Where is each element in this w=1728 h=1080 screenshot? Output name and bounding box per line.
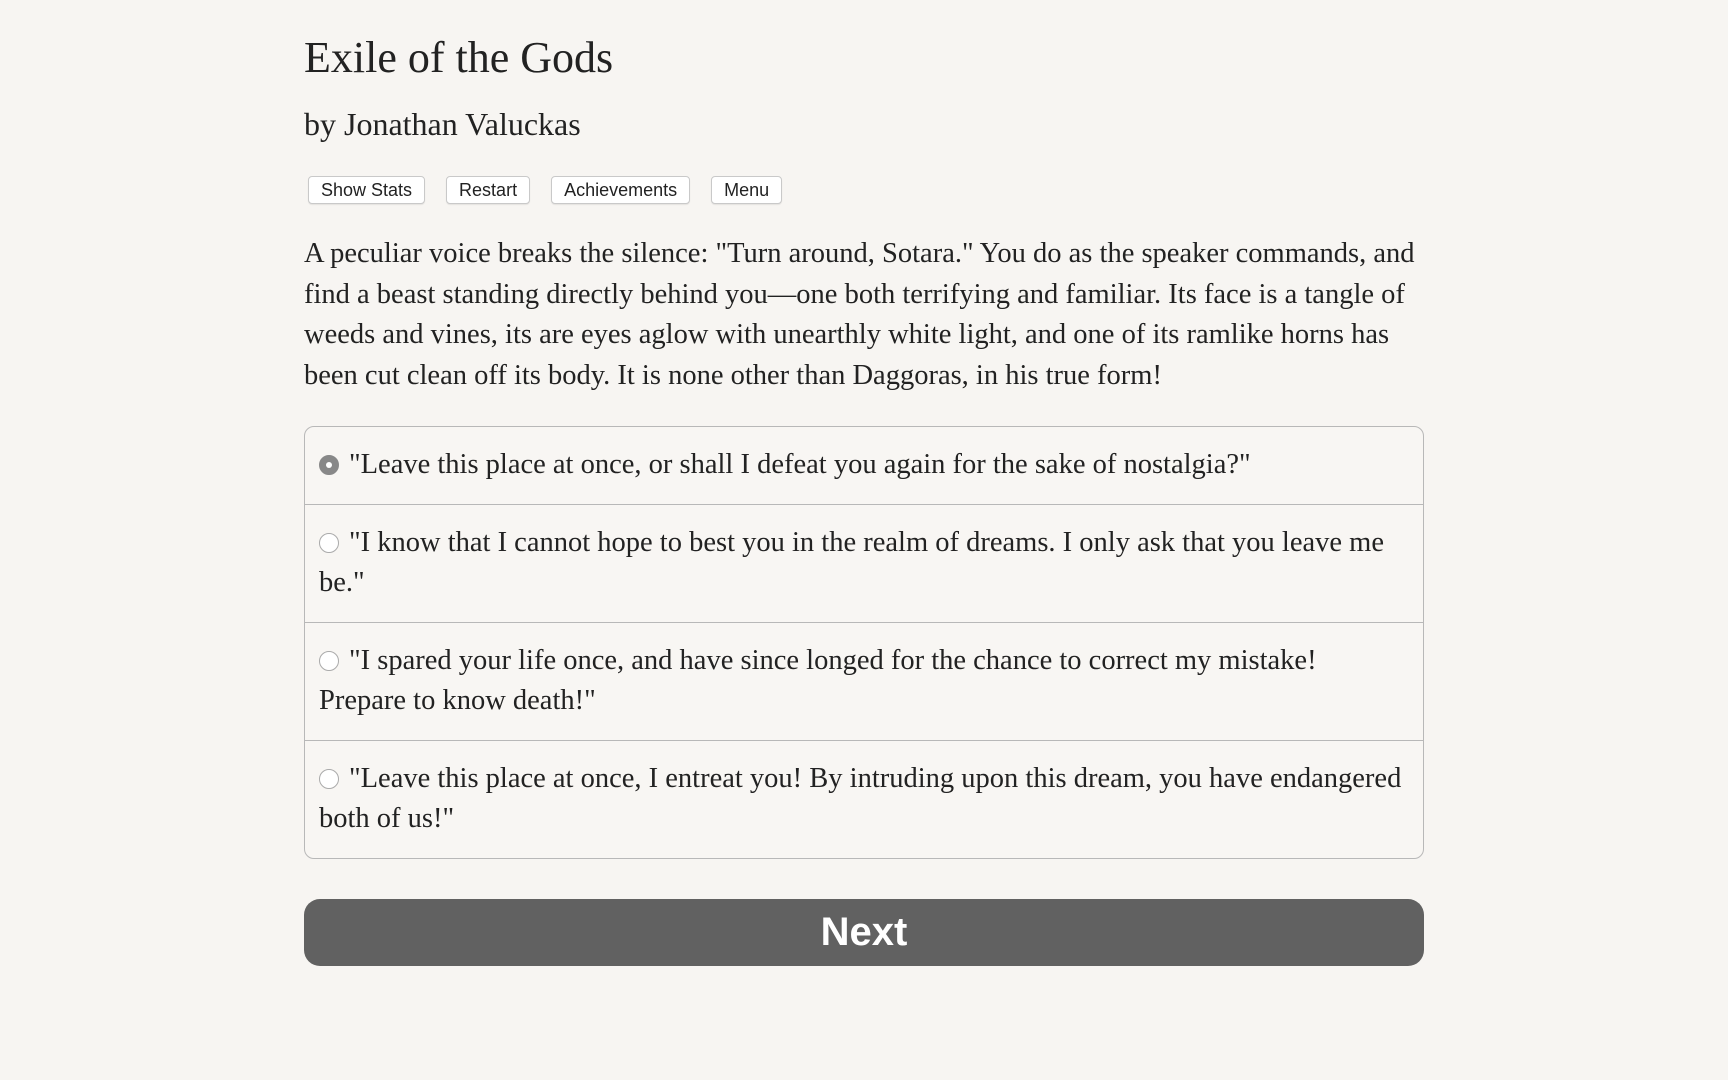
radio-button[interactable]: [319, 651, 339, 671]
story-passage: A peculiar voice breaks the silence: "Turn around, Sotara." You do as the speaker commands, and find a beast standing directly behind you—one both terrifying and familiar. Its face is a tangle of weeds and vines, its are eyes aglow with unearthly white light, and one of its ramlike horns has been cut clean off its body. It is none other than Daggoras, in his true form!: [304, 238, 1415, 391]
game-title: Exile of the Gods: [304, 33, 614, 82]
achievements-button[interactable]: Achievements: [551, 176, 690, 204]
show-stats-button[interactable]: Show Stats: [308, 176, 425, 204]
choice-option[interactable]: [305, 622, 1423, 740]
radio-button[interactable]: [319, 533, 339, 553]
toolbar: [308, 176, 782, 204]
next-button[interactable]: Next: [304, 899, 1424, 966]
choice-text: "I know that I cannot hope to best you in the realm of dreams. I only ask that you leave me be.": [319, 526, 1384, 598]
choice-list: [304, 426, 1424, 859]
restart-button[interactable]: Restart: [446, 176, 530, 204]
choice-text: "Leave this place at once, I entreat you! By intruding upon this dream, you have endangered both of us!": [319, 762, 1402, 834]
radio-button[interactable]: [319, 769, 339, 789]
choice-option[interactable]: [305, 427, 1423, 504]
choice-option[interactable]: [305, 504, 1423, 622]
choice-text: "Leave this place at once, or shall I defeat you again for the sake of nostalgia?": [349, 449, 1251, 480]
radio-button-selected[interactable]: [319, 455, 339, 475]
choice-text: "I spared your life once, and have since longed for the chance to correct my mistake! Prepare to know death!": [319, 644, 1317, 716]
game-author: by Jonathan Valuckas: [304, 106, 581, 142]
choice-option[interactable]: [305, 740, 1423, 858]
menu-button[interactable]: Menu: [711, 176, 782, 204]
